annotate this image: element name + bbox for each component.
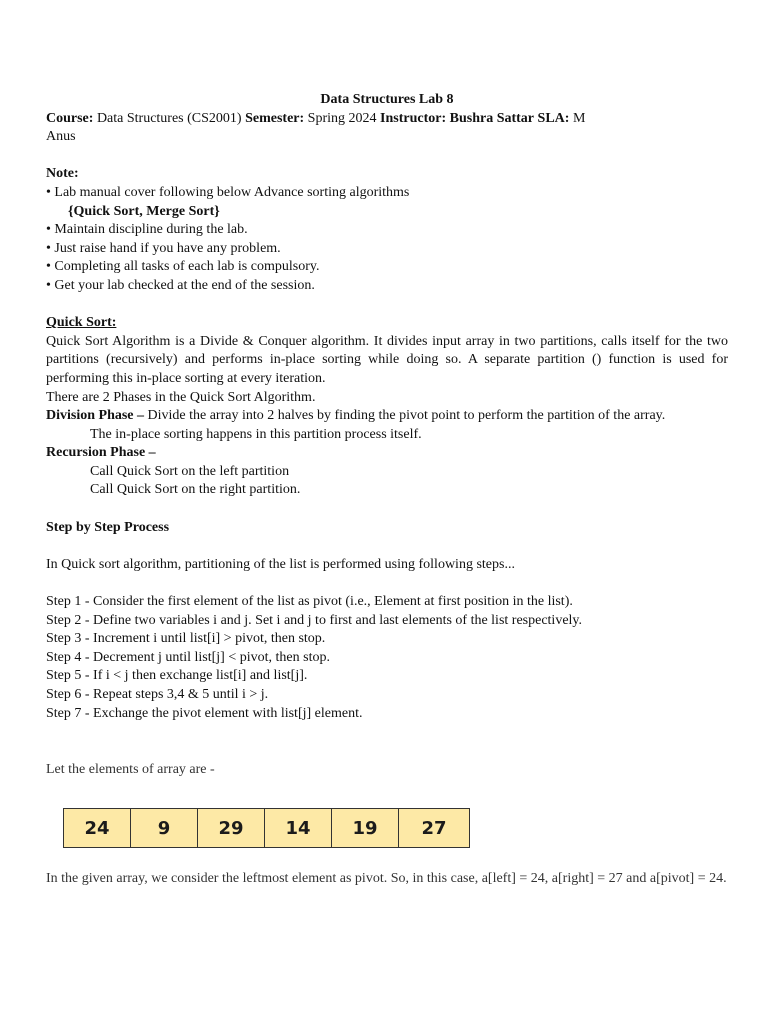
quicksort-heading: Quick Sort: [46, 315, 117, 331]
course-label: Course: [46, 110, 94, 126]
page-title: Data Structures Lab 8 [320, 92, 454, 107]
example-intro: Let the elements of array are - [46, 762, 215, 777]
division-sub: The in-place sorting happens in this partition process itself. [90, 426, 422, 442]
step-item: Step 4 - Decrement j until list[j] < pivot, then stop. [46, 649, 330, 665]
note-bullet: • Lab manual cover following below Advance sorting algorithms [46, 184, 410, 200]
sla-label: SLA: [537, 110, 570, 126]
document-body [46, 91, 728, 723]
sla-value-2: Anus [46, 129, 76, 145]
recursion-right: Call Quick Sort on the right partition. [90, 482, 301, 498]
step-item: Step 6 - Repeat steps 3,4 & 5 until i > j. [46, 687, 269, 702]
semester-value: Spring 2024 [307, 110, 377, 126]
example-explanation: In the given array, we consider the leftmost element as pivot. So, in this case, a[left] = 24, a[right] = 27 and a[pivot] = 24. [46, 871, 727, 886]
array-cell: 19 [332, 809, 399, 847]
note-bullet: • Maintain discipline during the lab. [46, 222, 248, 238]
recursion-label: Recursion Phase – [46, 445, 156, 461]
course-value: Data Structures (CS2001) [96, 110, 242, 126]
note-bullet: • Get your lab checked at the end of the session. [46, 277, 315, 293]
array-cell: 9 [131, 809, 198, 847]
process-heading: Step by Step Process [46, 519, 170, 535]
note-bullet: • Completing all tasks of each lab is compulsory. [46, 259, 320, 275]
sla-value-1: M [572, 110, 586, 126]
step-item: Step 7 - Exchange the pivot element with list[j] element. [46, 705, 363, 721]
division-phase [46, 407, 728, 426]
note-bullet: • Just raise hand if you have any problem. [46, 240, 281, 256]
array-cell: 24 [64, 809, 131, 847]
recursion-left: Call Quick Sort on the left partition [90, 463, 290, 479]
quicksort-phases: There are 2 Phases in the Quick Sort Algorithm. [46, 389, 316, 405]
instructor-value: Bushra Sattar [449, 110, 535, 126]
course-info [46, 110, 728, 129]
note-heading: Note: [46, 166, 79, 182]
array-diagram [63, 808, 470, 848]
array-cell: 27 [421, 817, 447, 839]
note-algorithms: {Quick Sort, Merge Sort} [68, 203, 220, 219]
step-item: Step 2 - Define two variables i and j. Set i and j to first and last elements of the list respectively. [46, 612, 583, 628]
step-item: Step 5 - If i < j then exchange list[i] and list[j]. [46, 668, 308, 684]
array-cell: 14 [265, 809, 332, 847]
instructor-label: Instructor: [380, 110, 447, 126]
step-item: Step 3 - Increment i until list[i] > pivot, then stop. [46, 631, 326, 647]
semester-label: Semester: [245, 110, 305, 126]
process-intro: In Quick sort algorithm, partitioning of the list is performed using following steps... [46, 556, 515, 572]
array-cell: 29 [198, 809, 265, 847]
step-item: Step 1 - Consider the first element of the list as pivot (i.e., Element at first position in the list). [46, 594, 573, 610]
division-label: Division Phase – [46, 408, 145, 424]
quicksort-intro: Quick Sort Algorithm is a Divide & Conquer algorithm. It divides input array in two partitions, calls itself for the two partitions (recursively) and performs in-place sorting while doing so. A separate partition () function is used for performing this in-place sorting at every iteration. [46, 333, 728, 386]
division-text: Divide the array into 2 halves by finding the pivot point to perform the partition of the array. [144, 408, 666, 424]
